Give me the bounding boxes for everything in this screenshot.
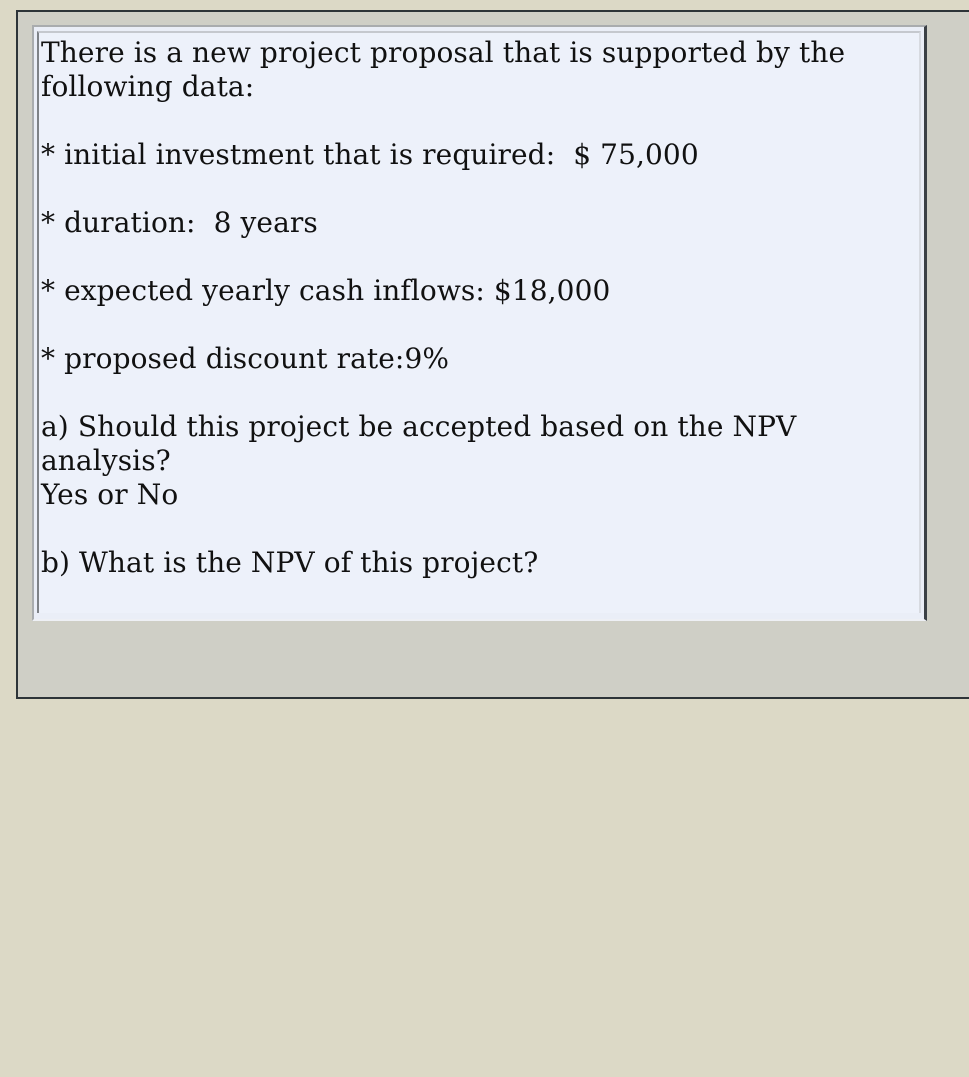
question-content [41, 36, 921, 580]
spacer [41, 104, 921, 138]
spacer [41, 308, 921, 342]
data-item-cash-inflows: * expected yearly cash inflows: $18,000 [41, 274, 611, 307]
data-item-discount-rate: * proposed discount rate:9% [41, 342, 450, 375]
intro-line-1: There is a new project proposal that is supported by the [41, 36, 846, 69]
spacer [41, 512, 921, 546]
spacer [41, 240, 921, 274]
question-a-line-2: Yes or No [41, 478, 179, 511]
question-text-area-inner[interactable] [37, 31, 921, 613]
data-item-investment: * initial investment that is required: $ 75,000 [41, 138, 699, 171]
question-b: b) What is the NPV of this project? [41, 546, 539, 579]
question-a-line-1: a) Should this project be accepted based on the NPV analysis? [41, 410, 806, 477]
data-item-duration: * duration: 8 years [41, 206, 318, 239]
intro-line-2: following data: [41, 70, 255, 103]
question-panel [16, 10, 969, 699]
question-text-area[interactable] [32, 25, 927, 621]
spacer [41, 376, 921, 410]
spacer [41, 172, 921, 206]
